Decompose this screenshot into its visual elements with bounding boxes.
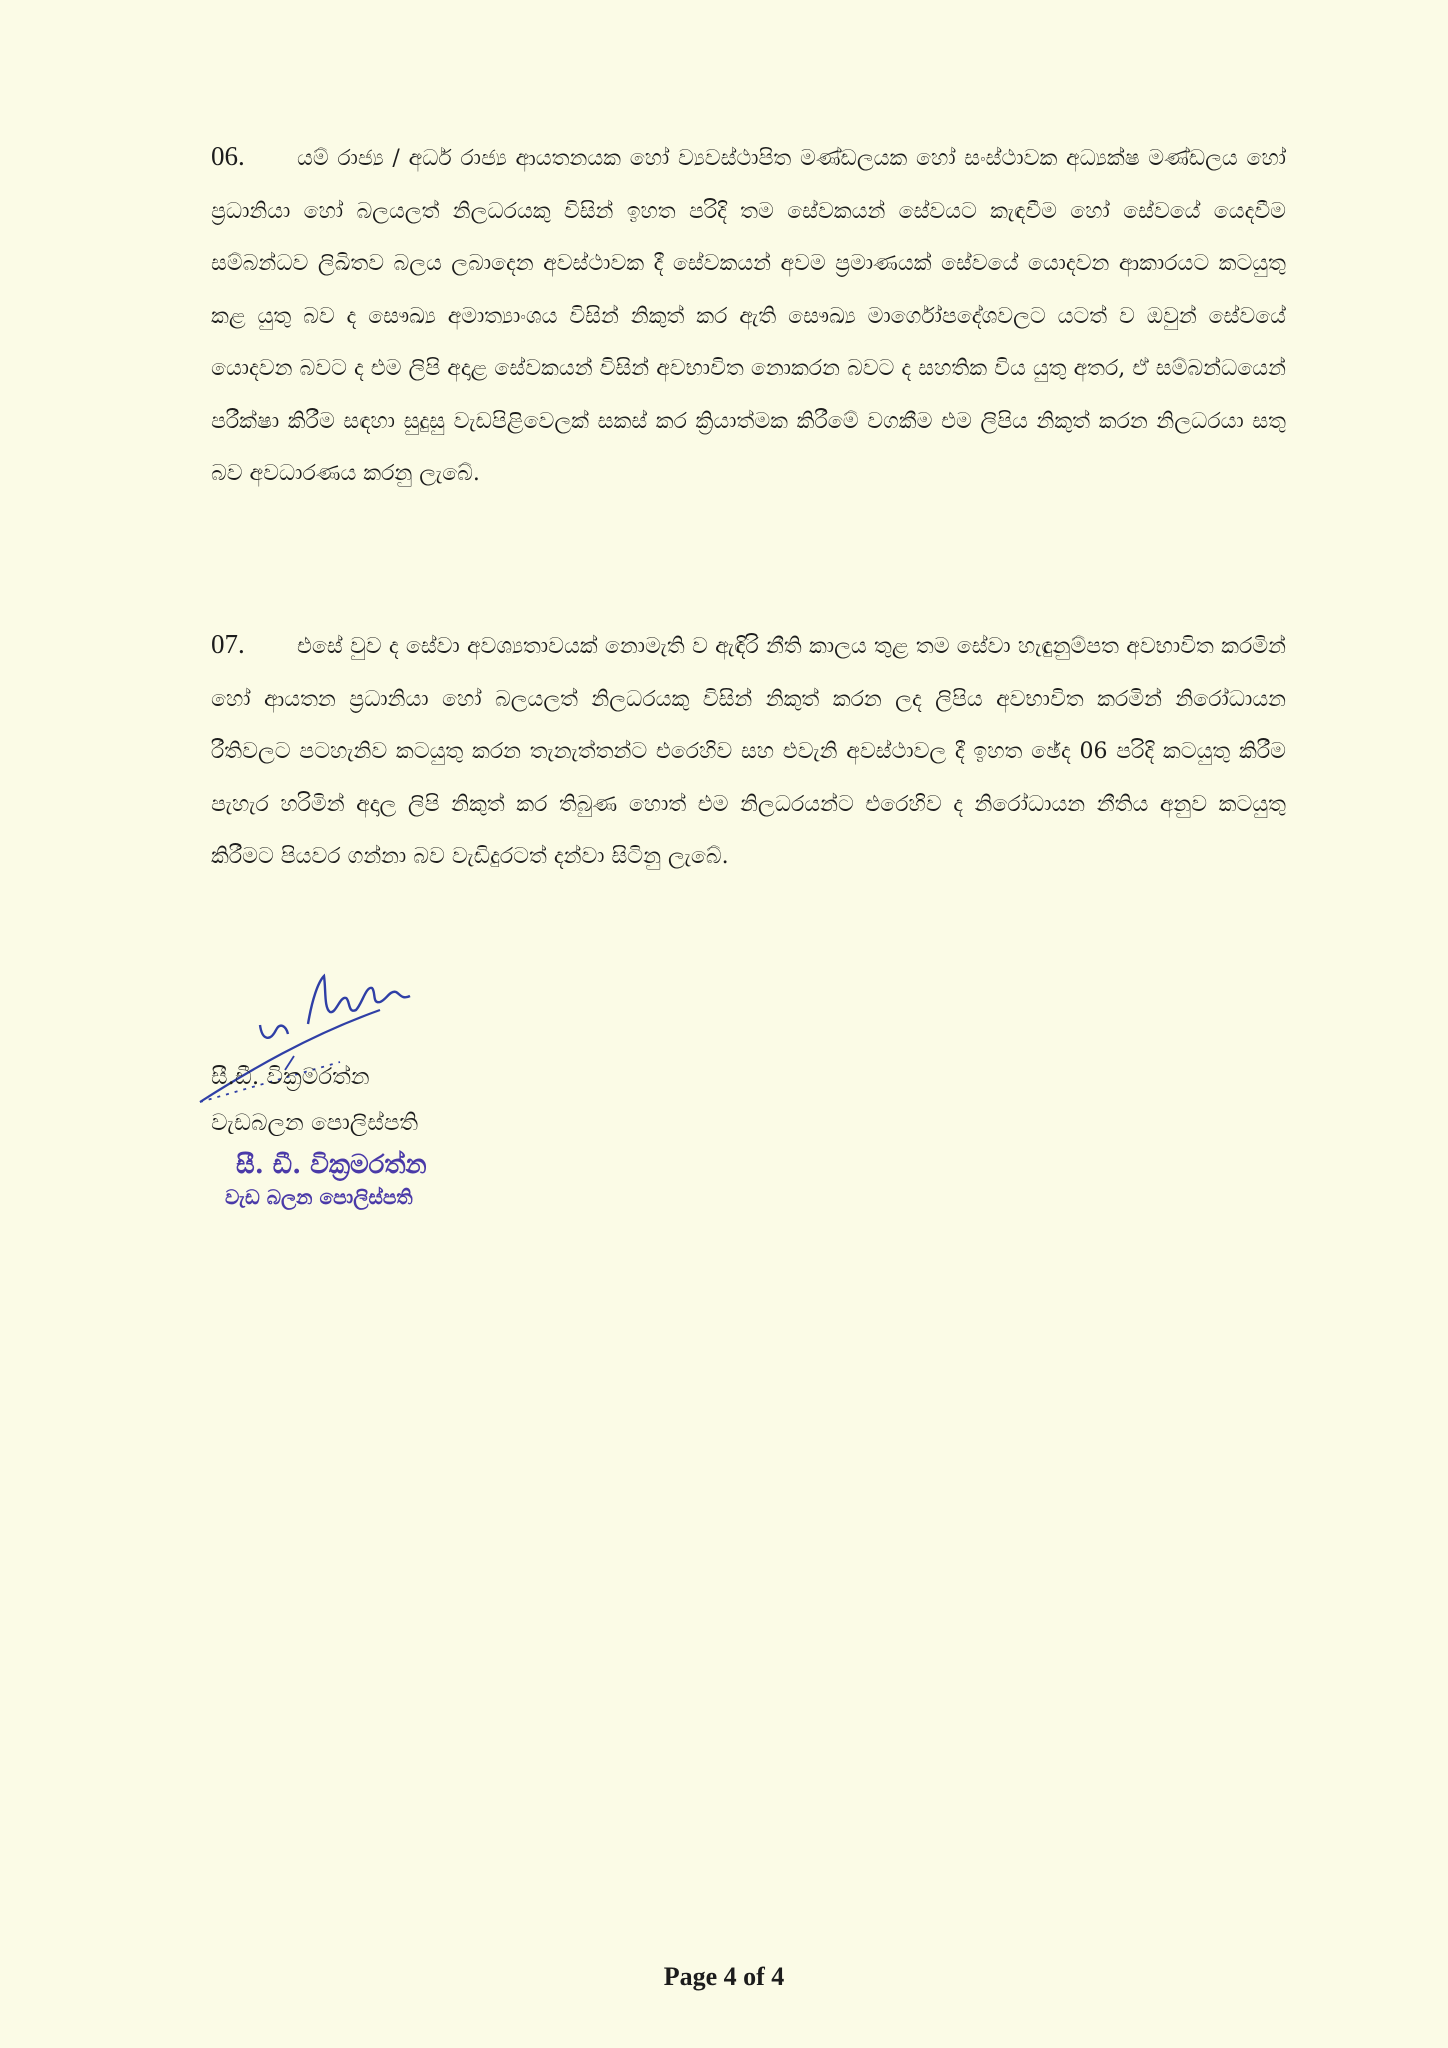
signatory-name: සී.ඩී. වික්‍රමරත්න xyxy=(211,1064,370,1090)
page-number: Page 4 of 4 xyxy=(663,1962,785,1991)
stamp-title: වැඩ බලන පොලිස්පති xyxy=(225,1185,413,1209)
paragraph-text: යම් රාජ්‍ය / අර්ධ රාජ්‍ය ආයතනයක හෝ ව්‍යවස්ථාපිත මණ්ඩලයක හෝ සංස්ථාවක අධ්‍යක්ෂ මණ්ඩලය හෝ ප්‍රධානියා හෝ බලයලත් නිලධරයකු විසින් ඉහත පරිදි තම සේවකයන් සේවයට කැඳවීම හෝ සේවයේ යෙදවීම සම්බන්ධව ලිඛිතව බලය ලබාදෙන අවස්ථාවක දී සේවකයන් අවම ප්‍රමාණයක් සේවයේ යොදවන ආකාරයට කටයුතු කළ යුතු බව ද සෞඛ්‍ය අමාත්‍යාංශය විසින් නිකුත් කර ඇති සෞඛ්‍ය මාර්ගෝපදේශවලට යටත් ව ඔවුන් සේවයේ යොදවන බවට ද එම ලිපි අදාළ සේවකයන් විසින් අවභාවිත නොකරන බවට ද සහතික විය යුතු අතර, ඒ සම්බන්ධයෙන් පරීක්ෂා කිරීම සඳහා සුදුසු වැඩපිළිවෙලක් සකස් කර ක්‍රියාත්මක කිරීමේ වගකීම එම ලිපිය නිකුත් කරන නිලධරයා සතු බව අවධාරණය කරනු ලැබේ. xyxy=(211,146,1286,486)
paragraph-text: එසේ වුව ද සේවා අවශ්‍යතාවයක් නොමැති ව ඇඳිරි නීති කාලය තුළ තම සේවා හැඳුනුම්පත අවභාවිත කරමින් හෝ ආයතන ප්‍රධානියා හෝ බලයලත් නිලධරයකු විසින් නිකුත් කරන ලද ලිපිය අවභාවිත කරමින් නිරෝධායන රීතිවලට පටහැනිව කටයුතු කරන තැනැත්තන්ට එරෙහිව සහ එවැනි අවස්ථාවල දී ඉහත ඡේද 06 පරිදි කටයුතු කිරීම පැහැර හරිමින් අදාල ලිපි නිකුත් කර තිබුණ හොත් එම නිලධරයන්ට එරෙහිව ද නිරෝධායන නීතිය අනුව කටයුතු කිරීමට පියවර ගන්නා බව වැඩිදුරටත් දන්වා සිටිනු ලැබේ. xyxy=(211,634,1286,869)
paragraph-07 xyxy=(211,618,1286,884)
paragraph-06 xyxy=(211,130,1286,501)
stamp-name: සී. ඩී. වික්‍රමරත්න xyxy=(236,1150,427,1180)
paragraph-number: 07. xyxy=(211,629,245,659)
signatory-title: වැඩබලන පොලිස්පති xyxy=(211,1110,419,1136)
paragraph-number: 06. xyxy=(211,141,245,171)
